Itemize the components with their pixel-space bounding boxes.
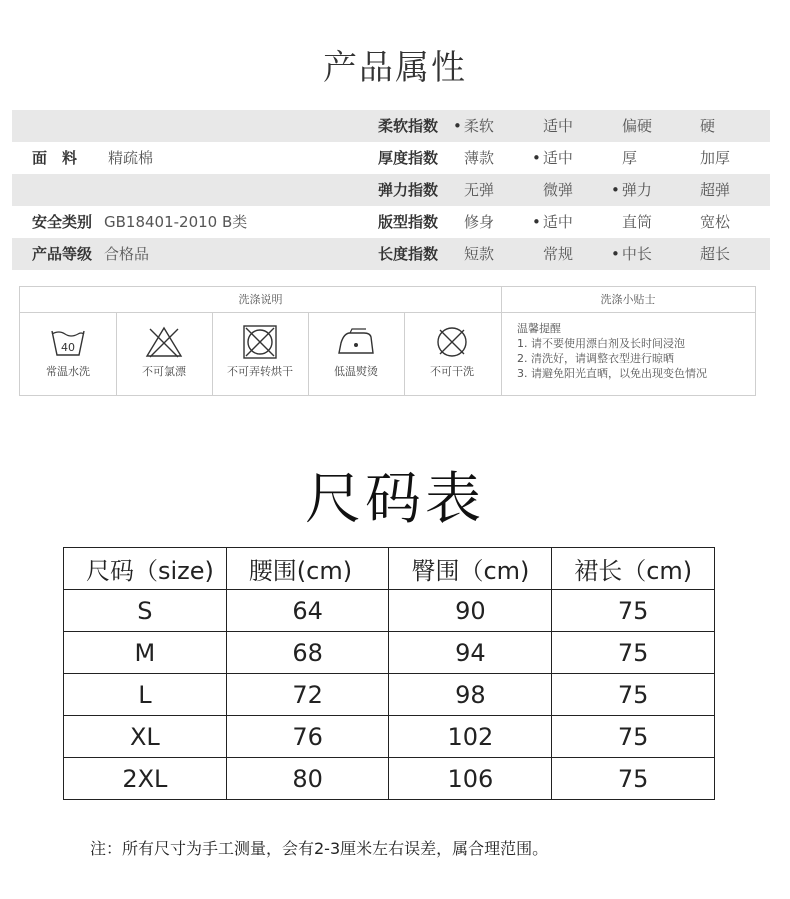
care-symbol-bleach <box>116 313 212 397</box>
table-header-cell: 尺码（size) <box>64 548 227 590</box>
no-tumble-dry-icon <box>240 325 280 359</box>
wash-40-icon <box>48 325 88 359</box>
index-option-selected: • 适中 <box>532 142 573 174</box>
attr-row-fit <box>12 206 770 238</box>
care-tips <box>517 321 707 381</box>
table-cell: 106 <box>389 758 552 800</box>
measurement-note: 注：所有尺寸为手工测量，会有2-3厘米左右误差，属合理范围。 <box>90 839 549 858</box>
table-cell: 75 <box>552 758 715 800</box>
table-row <box>64 674 715 716</box>
table-row <box>64 590 715 632</box>
wash-temp: 40 <box>61 341 75 354</box>
table-row <box>64 758 715 800</box>
table-header-cell: 腰围(cm) <box>226 548 389 590</box>
index-option: 偏硬 <box>622 117 653 135</box>
index-option: 宽松 <box>700 213 731 231</box>
low-iron-icon <box>336 325 376 359</box>
table-cell: 102 <box>389 716 552 758</box>
size-table <box>63 547 715 800</box>
index-option-selected: • 适中 <box>532 206 573 238</box>
table-cell: 76 <box>226 716 389 758</box>
grade-value: 合格品 <box>104 245 150 263</box>
care-symbol-dryclean <box>404 313 500 397</box>
safety-label: 安全类别 <box>32 213 93 231</box>
index-option: 短款 <box>464 245 495 263</box>
table-header-row <box>64 548 715 590</box>
care-caption: 常温水洗 <box>46 365 90 378</box>
table-cell: 98 <box>389 674 552 716</box>
table-cell: 75 <box>552 674 715 716</box>
index-option: 修身 <box>464 213 495 231</box>
index-label: 版型指数 <box>378 213 439 231</box>
fabric-label: 面 料 <box>32 149 78 167</box>
table-cell: 75 <box>552 632 715 674</box>
tips-header: 洗涤小贴士 <box>501 287 755 313</box>
care-symbol-iron <box>308 313 404 397</box>
index-option: 硬 <box>700 117 716 135</box>
index-option-selected: • 弹力 <box>611 174 652 206</box>
table-cell: 2XL <box>64 758 227 800</box>
attr-row-softness <box>12 110 770 142</box>
table-cell: 80 <box>226 758 389 800</box>
index-label: 弹力指数 <box>378 181 439 199</box>
table-header-cell: 臀围（cm) <box>389 548 552 590</box>
no-dry-clean-icon <box>432 325 472 359</box>
attributes-title: 产品属性 <box>323 48 467 88</box>
care-symbol-wash <box>20 313 116 397</box>
index-option: 微弹 <box>543 181 574 199</box>
index-option: 直筒 <box>622 213 653 231</box>
table-cell: 68 <box>226 632 389 674</box>
table-cell: 72 <box>226 674 389 716</box>
wash-header: 洗涤说明 <box>20 287 501 313</box>
table-cell: 75 <box>552 590 715 632</box>
attr-row-elasticity <box>12 174 770 206</box>
index-option-selected: • 柔软 <box>453 110 494 142</box>
index-label: 厚度指数 <box>378 149 439 167</box>
attr-row-thickness <box>12 142 770 174</box>
grade-label: 产品等级 <box>32 245 93 263</box>
table-cell: L <box>64 674 227 716</box>
table-cell: S <box>64 590 227 632</box>
index-option: 薄款 <box>464 149 495 167</box>
table-row <box>64 716 715 758</box>
attr-row-length <box>12 238 770 270</box>
index-option-selected: • 中长 <box>611 238 652 270</box>
table-cell: 94 <box>389 632 552 674</box>
table-cell: 90 <box>389 590 552 632</box>
index-option: 适中 <box>543 117 574 135</box>
table-cell: 64 <box>226 590 389 632</box>
index-option: 超长 <box>700 245 731 263</box>
index-option: 厚 <box>622 149 638 167</box>
care-caption: 不可干洗 <box>430 365 474 378</box>
table-cell: 75 <box>552 716 715 758</box>
index-option: 常规 <box>543 245 574 263</box>
table-cell: XL <box>64 716 227 758</box>
care-symbol-tumble <box>212 313 308 397</box>
no-bleach-icon <box>144 325 184 359</box>
index-option: 超弹 <box>700 181 731 199</box>
index-label: 长度指数 <box>378 245 439 263</box>
care-caption: 不可氯漂 <box>142 365 186 378</box>
table-header-cell: 裙长（cm) <box>552 548 715 590</box>
index-option: 加厚 <box>700 149 731 167</box>
fabric-value: 精疏棉 <box>108 149 154 167</box>
size-chart-title: 尺码表 <box>305 467 485 532</box>
tips-title: 温馨提醒 <box>517 322 561 335</box>
index-label: 柔软指数 <box>378 117 439 135</box>
table-cell: M <box>64 632 227 674</box>
tip-item: 3. 请避免阳光直晒，以免出现变色情况 <box>517 367 707 380</box>
care-caption: 不可弄转烘干 <box>227 365 293 378</box>
index-option: 无弹 <box>464 181 495 199</box>
care-caption: 低温熨烫 <box>334 365 378 378</box>
safety-value: GB18401-2010 B类 <box>104 213 248 231</box>
table-row <box>64 632 715 674</box>
tip-item: 2. 清洗好，请调整衣型进行晾晒 <box>517 352 674 365</box>
tip-item: 1. 请不要使用漂白剂及长时间浸泡 <box>517 337 685 350</box>
care-panel <box>19 286 756 396</box>
